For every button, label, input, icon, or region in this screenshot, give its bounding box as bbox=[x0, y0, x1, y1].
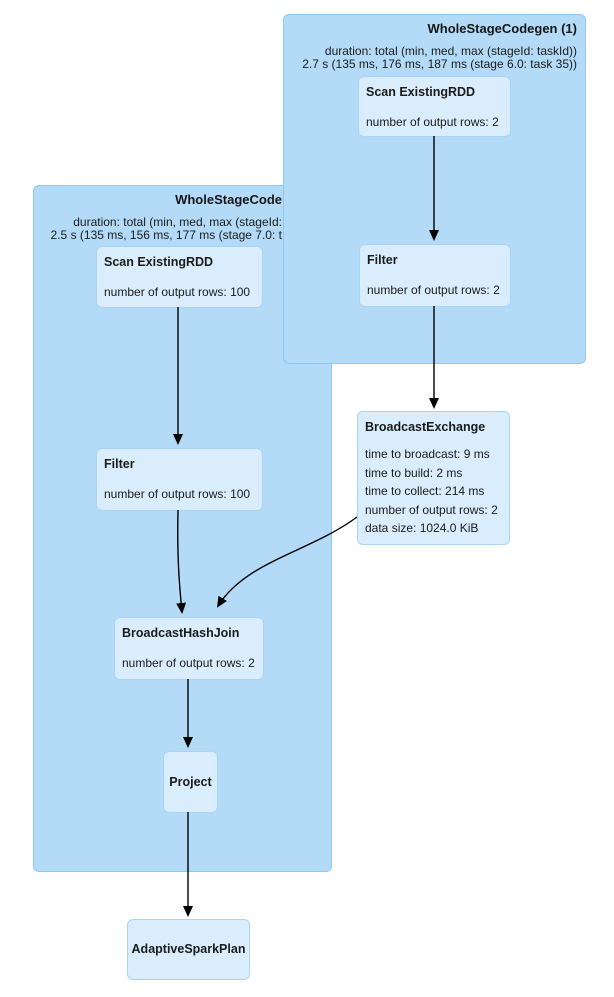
node-title: Scan ExistingRDD bbox=[366, 85, 476, 99]
node-metrics bbox=[365, 445, 502, 538]
cluster-title: WholeStageCode bbox=[175, 192, 282, 207]
node-metric: data size: 1024.0 KiB bbox=[365, 521, 479, 535]
duration-label: duration: total (min, med, max (stageId: taskId)) bbox=[324, 44, 577, 58]
wholestagecodegen-1-cluster bbox=[283, 14, 586, 364]
node-metric: time to collect: 214 ms bbox=[365, 484, 485, 498]
node-broadcast-exchange bbox=[357, 411, 510, 545]
node-metric: time to build: 2 ms bbox=[365, 465, 463, 480]
node-filter-2 bbox=[96, 448, 263, 511]
node-title: Project bbox=[169, 774, 212, 789]
node-adaptive-spark-plan bbox=[127, 919, 250, 980]
cluster-title: WholeStageCodegen (1) bbox=[427, 21, 577, 36]
cluster-duration-metrics bbox=[51, 216, 282, 242]
node-title: BroadcastExchange bbox=[365, 420, 486, 434]
node-scan-existingrdd-1 bbox=[358, 76, 511, 137]
cluster-duration-metrics bbox=[302, 45, 577, 71]
node-metric: number of output rows: 2 bbox=[367, 283, 500, 297]
node-metric: number of output rows: 2 bbox=[365, 502, 498, 517]
node-title: AdaptiveSparkPlan bbox=[131, 942, 246, 956]
node-title: BroadcastHashJoin bbox=[122, 626, 240, 640]
node-metric: number of output rows: 100 bbox=[104, 285, 251, 299]
node-broadcast-hash-join bbox=[114, 617, 264, 680]
duration-label: duration: total (min, med, max (stageId: bbox=[73, 215, 282, 229]
node-title: Filter bbox=[104, 457, 135, 471]
node-metric: number of output rows: 2 bbox=[366, 115, 499, 129]
node-filter-1 bbox=[359, 244, 511, 307]
node-title: Scan ExistingRDD bbox=[104, 255, 214, 269]
node-title: Filter bbox=[367, 253, 398, 267]
node-scan-existingrdd-2 bbox=[96, 246, 263, 308]
node-metric: number of output rows: 2 bbox=[122, 656, 255, 670]
node-metric: time to broadcast: 9 ms bbox=[365, 447, 490, 461]
node-project bbox=[163, 751, 218, 813]
duration-value: 2.7 s (135 ms, 176 ms, 187 ms (stage 6.0: task 35)) bbox=[302, 57, 577, 71]
duration-value: 2.5 s (135 ms, 156 ms, 177 ms (stage 7.0: t bbox=[50, 228, 282, 242]
node-metric: number of output rows: 100 bbox=[104, 487, 251, 501]
